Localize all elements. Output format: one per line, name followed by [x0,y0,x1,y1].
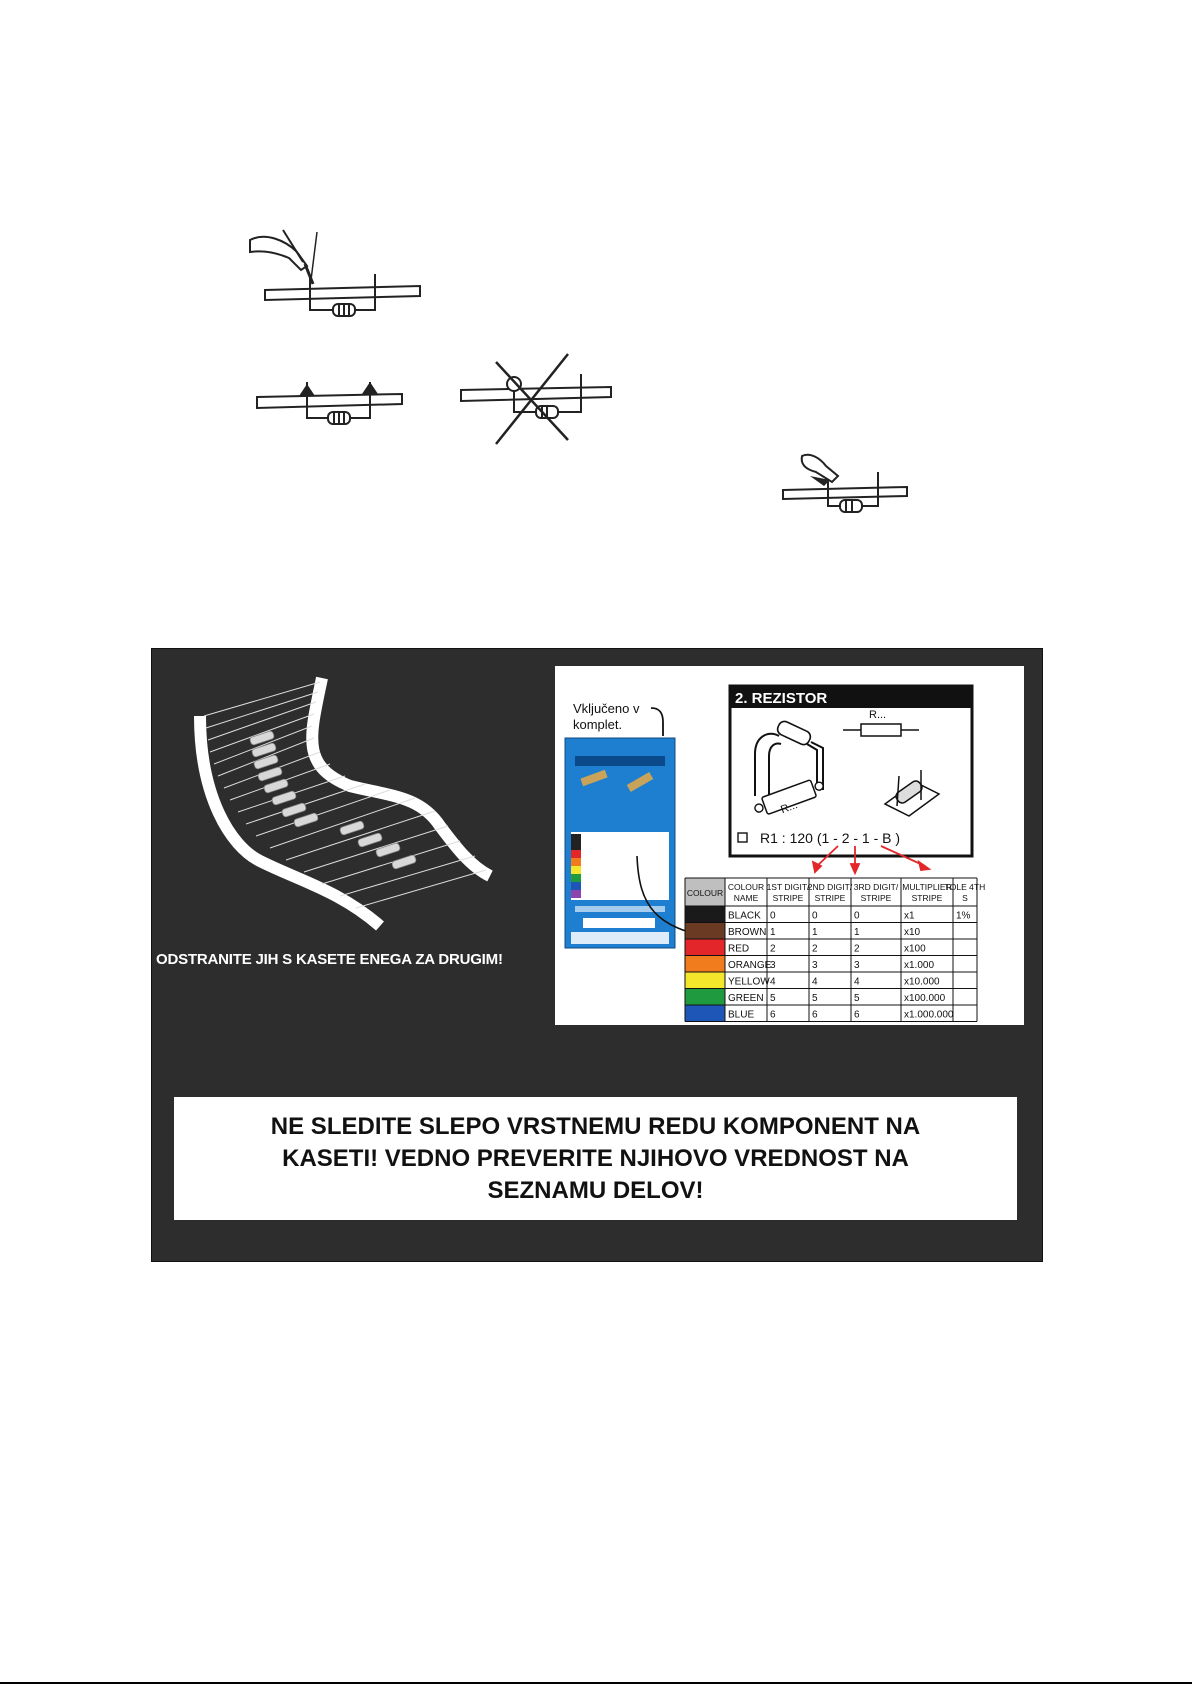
table-cell: GREEN [728,993,764,1004]
included-note-line2: komplet. [573,717,623,732]
table-cell: 3 [770,960,776,971]
table-cell: x100 [904,943,926,955]
table-cell: x10 [904,927,921,938]
page-bottom-rule [0,1682,1192,1684]
table-cell: 4 [770,976,776,988]
color-swatch [685,972,725,989]
resistor-box [730,686,972,856]
table-cell: 3 [812,960,818,971]
table-header-label: 3RD DIGIT/ [853,882,899,892]
bad-solder-joint-illustration [456,352,616,447]
symbol-label: R... [869,709,887,721]
table-cell: 6 [812,1009,818,1021]
table-cell: 2 [854,943,860,955]
component-label: R... [779,799,800,817]
table-cell: BLUE [728,1009,755,1021]
table-cell: 5 [770,993,776,1004]
table-header-label: STRIPE [911,893,943,903]
table-cell: 2 [770,943,776,955]
color-swatch [685,923,725,940]
good-solder-joint-illustration [252,372,412,442]
table-cell: x10.000 [904,976,940,988]
table-cell: 6 [770,1009,776,1021]
table-cell: ORANGE [728,960,772,971]
color-swatch [685,989,725,1006]
table-cell: BROWN [728,927,767,938]
trim-leads-illustration [780,450,910,515]
table-cell: 5 [854,993,860,1004]
table-header-label: COLOUR [686,888,724,898]
table-header-label: NAME [733,893,759,903]
table-cell: RED [728,943,750,955]
table-cell: x100.000 [904,993,946,1004]
table-cell: 4 [854,976,860,988]
table-cell: 1 [812,927,818,938]
soldering-illustration-1 [245,222,425,322]
table-cell: 0 [770,910,776,922]
table-cell: 0 [854,910,860,922]
table-header-label: STRIPE [814,893,846,903]
table-cell: x1.000 [904,960,935,971]
table-cell: 1 [770,927,776,938]
table-header-label: TOLE 4TH [944,882,986,892]
included-note-line1: Vključeno v [573,701,640,716]
resistor-box-title: 2. REZISTOR [735,690,828,707]
table-header-label: STRIPE [860,893,892,903]
table-cell: 1 [854,927,860,938]
warning-banner-text: NE SLEDITE SLEPO VRSTNEMU REDU KOMPONENT NA KASETI! VEDNO PREVERITE NJIHOVO VREDNOST NA SEZNAMU DELOV! [270,1112,921,1204]
table-cell: 3 [854,960,860,971]
table-cell: x1.000.000 [904,1009,954,1021]
warning-banner [174,1097,1017,1220]
table-header-label: S [962,893,968,903]
reel-caption: ODSTRANITE JIH S KASETE ENEGA ZA DRUGIM! [156,951,503,968]
table-cell: 0 [812,910,818,922]
resistor-reference-sheet [555,666,1024,1025]
color-swatch [685,956,725,973]
resistor-reel-illustration [190,676,530,936]
table-header-label: STRIPE [772,893,804,903]
part-line: R1 : 120 (1 - 2 - 1 - B ) [760,830,901,846]
table-header-label: 1ST DIGIT/ [766,882,810,892]
color-swatch [685,1005,725,1022]
table-header-label: COLOUR [727,882,765,892]
table-header-label: 2ND DIGIT/ [807,882,853,892]
table-cell: BLACK [728,910,761,922]
table-cell: 1% [956,910,971,922]
color-swatch [685,906,725,923]
table-cell: 4 [812,976,818,988]
table-header-label: MULTIPLIER [902,882,952,892]
table-cell: 5 [812,993,818,1004]
table-cell: x1 [904,910,915,922]
table-cell: YELLOW [728,976,770,988]
color-swatch [685,939,725,956]
table-cell: 6 [854,1009,860,1021]
table-cell: 2 [812,943,818,955]
